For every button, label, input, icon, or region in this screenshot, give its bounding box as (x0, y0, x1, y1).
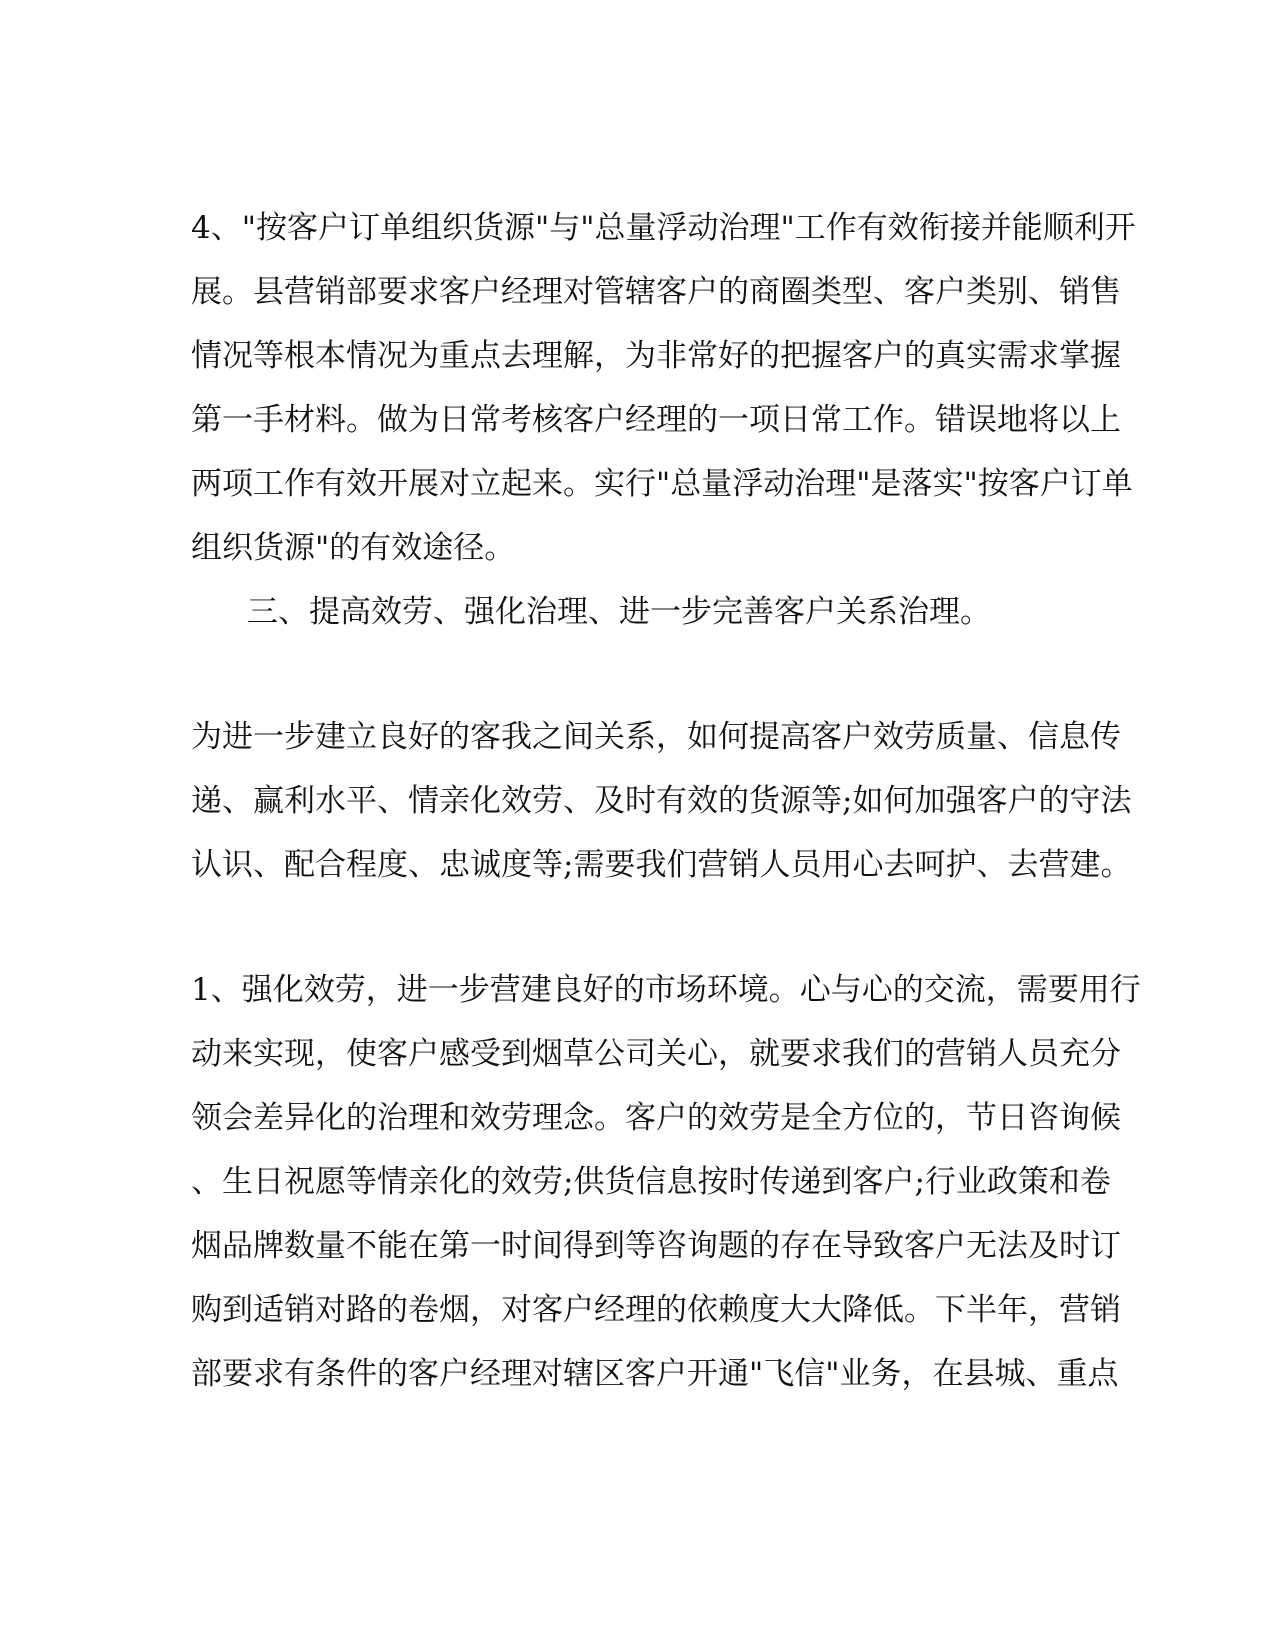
text-line: 第一手材料。做为日常考核客户经理的一项日常工作。错误地将以上 (191, 402, 1121, 438)
section-heading (191, 580, 1091, 644)
paragraph-2 (191, 705, 1132, 897)
text-line: 组织货源"的有效途径。 (191, 530, 516, 566)
text-line: 为进一步建立良好的客我之间关系，如何提高客户效劳质量、信息传 (191, 719, 1121, 755)
text-line: 展。县营销部要求客户经理对管辖客户的商圈类型、客户类别、销售 (191, 274, 1121, 310)
document-body (191, 196, 1141, 1406)
text-line: 烟品牌数量不能在第一时间得到等咨询题的存在导致客户无法及时订 (191, 1228, 1121, 1264)
paragraph-3 (191, 958, 1141, 1406)
paragraph-spacer (191, 644, 1091, 705)
text-line: 4、"按客户订单组织货源"与"总量浮动治理"工作有效衔接并能顺利开 (191, 210, 1136, 246)
text-line: 两项工作有效开展对立起来。实行"总量浮动治理"是落实"按客户订单 (191, 466, 1133, 502)
paragraph-spacer (191, 897, 1091, 958)
text-line: 认识、配合程度、忠诚度等;需要我们营销人员用心去呵护、去营建。 (191, 847, 1132, 883)
text-line: 部要求有条件的客户经理对辖区客户开通"飞信"业务，在县城、重点 (191, 1356, 1119, 1392)
text-line: 1、强化效劳，进一步营建良好的市场环境。心与心的交流，需要用行 (191, 972, 1141, 1008)
text-line: 领会差异化的治理和效劳理念。客户的效劳是全方位的，节日咨询候 (191, 1100, 1121, 1136)
text-line: 情况等根本情况为重点去理解，为非常好的把握客户的真实需求掌握 (191, 338, 1121, 374)
text-line: 递、赢利水平、情亲化效劳、及时有效的货源等;如何加强客户的守法 (191, 783, 1132, 819)
text-line: 、生日祝愿等情亲化的效劳;供货信息按时传递到客户;行业政策和卷 (191, 1164, 1111, 1200)
text-line: 购到适销对路的卷烟，对客户经理的依赖度大大降低。下半年，营销 (191, 1292, 1121, 1328)
section-heading-text: 三、提高效劳、强化治理、进一步完善客户关系治理。 (247, 594, 991, 630)
paragraph-1 (191, 196, 1136, 580)
text-line: 动来实现，使客户感受到烟草公司关心，就要求我们的营销人员充分 (191, 1036, 1121, 1072)
